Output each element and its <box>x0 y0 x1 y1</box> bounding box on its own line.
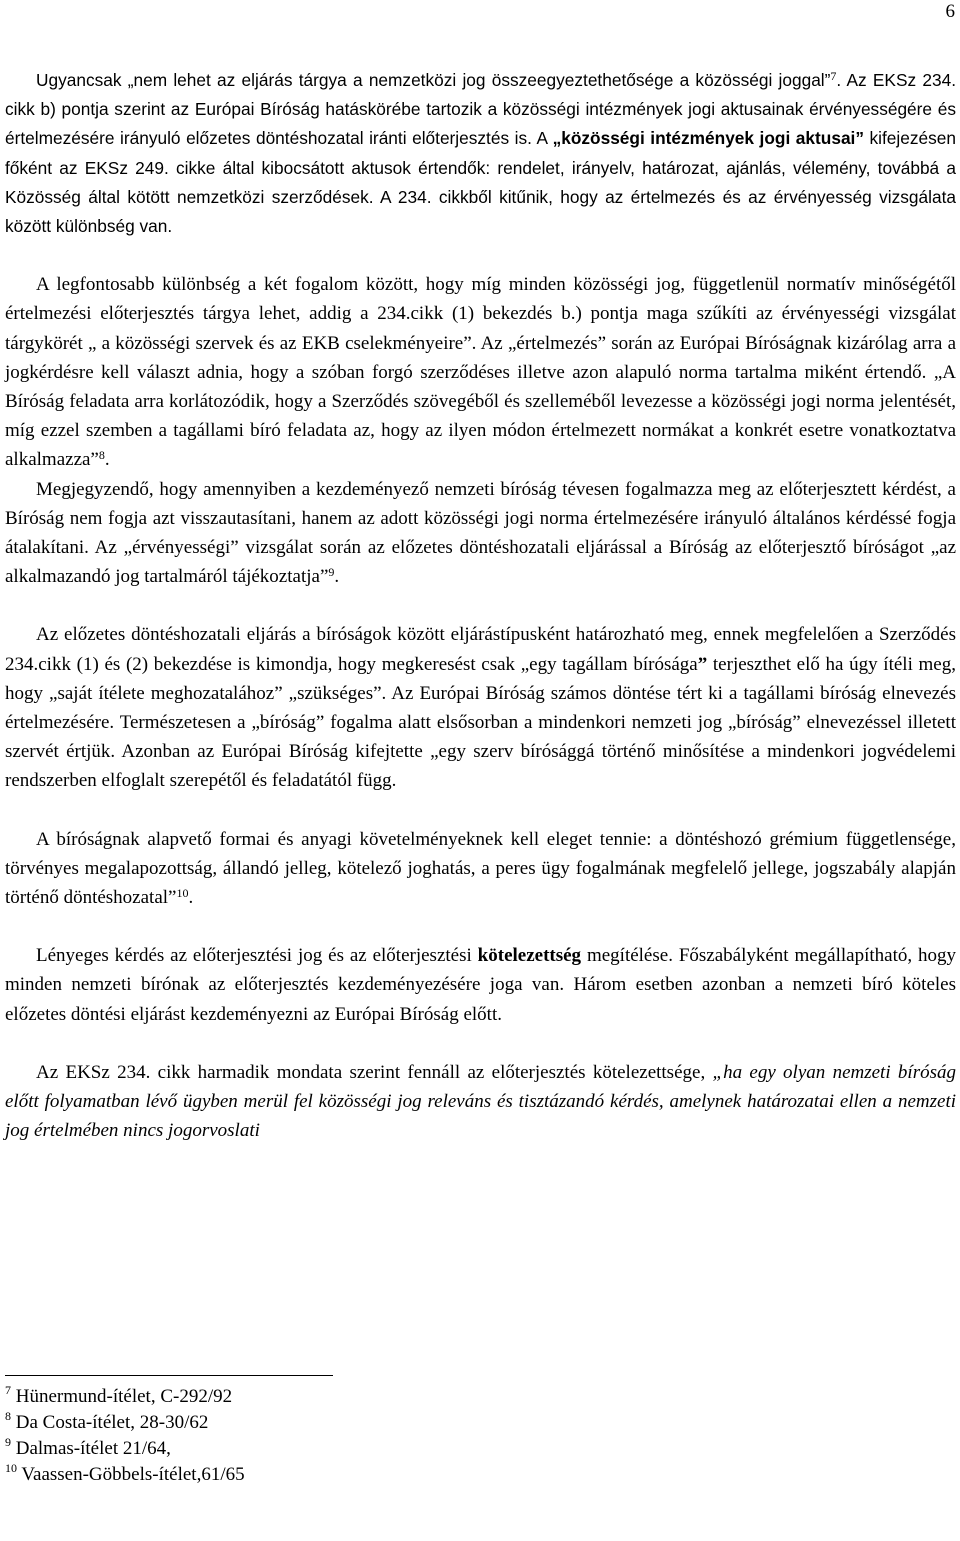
p5-text-b: . <box>188 887 194 909</box>
footnote-number: 7 <box>5 1383 11 1397</box>
paragraph-1 <box>5 66 956 241</box>
paragraph-7 <box>5 1058 956 1146</box>
footnote-9 <box>5 1436 956 1462</box>
paragraph-3 <box>5 475 956 592</box>
paragraph-5 <box>5 825 956 913</box>
paragraph-2 <box>5 270 956 474</box>
p4-bold-quote: ” <box>697 653 708 675</box>
p1-text-b: . Az EKSz 234. cikk b) pontja szerint az Európai Bíróság hatáskörébe tartozik a közösségi intézmények jogi aktusainak érvényességére és értelmezésére irányuló előzetes döntéshozatal iránti előterjesztés is. A <box>5 70 956 149</box>
footnote-number: 10 <box>5 1461 17 1475</box>
p1-bold-term: „közösségi intézmények jogi aktusai” <box>552 128 864 149</box>
p7-text-a: Az EKSz 234. cikk harmadik mondata szerint fennáll az előterjesztés kötelezettsége, <box>36 1061 713 1083</box>
p3-text-b: . <box>334 566 340 588</box>
p6-text-b: megítélése. Főszabályként megállapítható, hogy minden nemzeti bírónak az előterjesztés kezdeményezésére joga van. Három esetben azonban a nemzeti bíró köteles előzetes döntési eljárást kezdeményezni az Európai Bíróság előtt. <box>5 945 957 1025</box>
p7-italic-quote: „ha egy olyan nemzeti bíróság előtt folyamatban lévő ügyben merül fel közösségi jog releváns és tisztázandó kérdés, amelynek határozatai ellen a nemzeti jog értelmében nincs jogorvoslati <box>5 1061 956 1142</box>
p4-text-a: Az előzetes döntéshozatali eljárás a bíróságok között eljárástípusként határozható meg, ennek megfelelően a Szerződés 234.cikk (1) és (2) bekezdése is kimondja, hogy megkeresést csak „egy tagállam bírósága <box>5 624 956 675</box>
p3-text-a: Megjegyzendő, hogy amennyiben a kezdeményező nemzeti bíróság tévesen fogalmazza meg az előterjesztett kérdést, a Bíróság nem fogja azt visszautasítani, hanem az adott közösségi jogi norma értelmezésére irányuló általános kérdéssé fogja átalakítani. Az „érvényességi” vizsgálat során az előzetes döntéshozatali eljárással a Bíróság az előterjesztő bíróságot „az alkalmazandó jog tartalmáról tájékoztatja” <box>5 478 956 588</box>
footnotes <box>5 1375 956 1488</box>
body-text <box>5 66 956 1146</box>
footnote-text: Dalmas-ítélet 21/64, <box>11 1438 171 1459</box>
footnote-divider <box>5 1375 333 1376</box>
p2-text-b: . <box>104 449 110 471</box>
page-number: 6 <box>945 1 955 22</box>
p1-text-c: kifejezésen főként az EKSz 249. cikke által kibocsátott aktusok értendők: rendelet, irányelv, határozat, ajánlás, vélemény, továbbá a Közösség által kötött nemzetközi szerződések. A 234. cikkből kitűnik, hogy az értelmezés és az érvényesség vizsgálata között különbség van. <box>5 128 956 237</box>
footnote-text: Vaassen-Göbbels-ítélet,61/65 <box>17 1464 245 1485</box>
footnote-ref-9: 9 <box>328 565 335 580</box>
paragraph-6 <box>5 941 956 1029</box>
footnote-7 <box>5 1384 956 1410</box>
footnote-text: Hünermund-ítélet, C-292/92 <box>11 1386 233 1407</box>
footnote-text: Da Costa-ítélet, 28-30/62 <box>11 1412 209 1433</box>
footnote-number: 9 <box>5 1435 11 1449</box>
p2-text-a: A legfontosabb különbség a két fogalom között, hogy míg minden közösségi jog, függetlenül normatív minőségétől értelmezési előterjesztés tárgya lehet, addig a 234.cikk (1) bekezdés b.) pontja maga szűkíti az érvényességi vizsgálat tárgykörét „ a közösségi szervek és az EKB cselekményeire”. Az „értelmezés” során az Európai Bíróságnak kizárólag arra a jogkérdésre kell választ adnia, hogy a szóban forgó szerződéses illetve azon alapuló norma tartalma miként értendő. „A Bíróság feladata arra korlátozódik, hogy a Szerződés szövegéből és szelleméből levezesse a közösségi jogi norma jelentését, míg ezzel szemben a tagállami bíró feladata az, hogy az ilyen módon értelmezett normákat a konkrét esetre vonatkoztatva alkalmazza” <box>5 274 956 471</box>
p1-text-a: Ugyancsak „nem lehet az eljárás tárgya a nemzetközi jog összeegyeztethetősége a közösségi joggal” <box>36 70 831 90</box>
footnote-ref-8: 8 <box>98 448 105 463</box>
footnote-number: 8 <box>5 1409 11 1423</box>
footnote-10 <box>5 1462 956 1488</box>
p5-text-a: A bíróságnak alapvető formai és anyagi követelményeknek kell eleget tennie: a döntéshozó grémium függetlensége, törvényes megalapozottság, állandó jelleg, kötelező joghatás, a peres ügy fogalmának megfelelő jellege, jogszabály alapján történő döntéshozatal” <box>5 828 956 909</box>
footnote-ref-7: 7 <box>830 69 837 83</box>
p6-bold-term: kötelezettség <box>477 945 582 967</box>
p4-text-b: terjeszthet elő ha úgy ítéli meg, hogy „saját ítélete meghozatalához” „szükséges”. Az Európai Bíróság számos döntése tért ki a tagállami bíróság elnevezés értelmezésére. Természetesen a „bíróság” fogalma alatt elsősorban a mindenkori nemzeti jog „bíróság” elnevezéssel illetett szervét értjük. Azonban az Európai Bíróság kifejtette „egy szerv bírósággá történő minősítése a mindenkori jogvédelemi rendszerben elfoglalt szerepétől és feladatától függ. <box>5 653 956 792</box>
paragraph-4 <box>5 620 956 795</box>
footnote-8 <box>5 1410 956 1436</box>
p6-text-a: Lényeges kérdés az előterjesztési jog és az előterjesztési <box>36 945 478 967</box>
footnote-ref-10: 10 <box>176 886 189 901</box>
